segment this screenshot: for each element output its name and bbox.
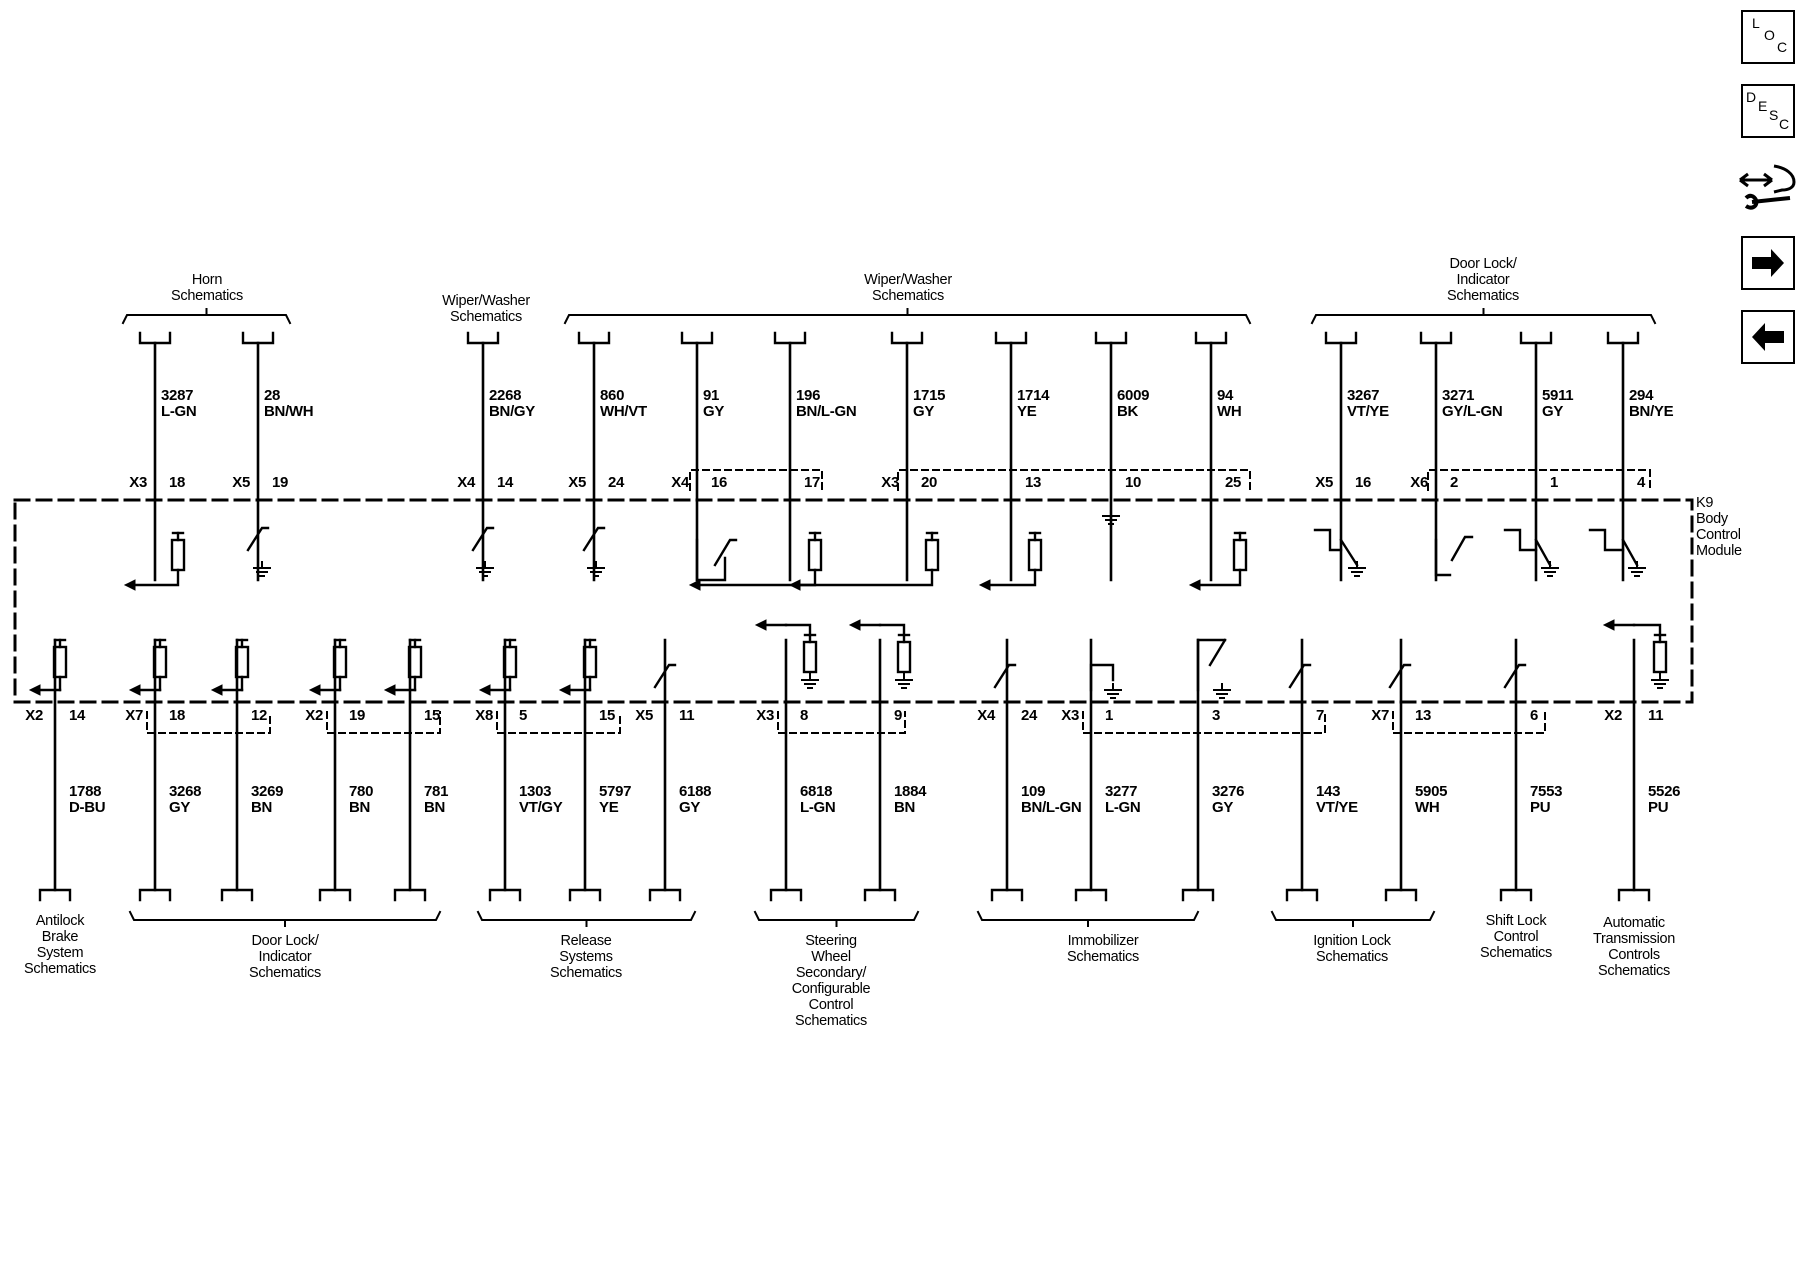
wire-color: VT/GY (519, 799, 563, 816)
harness-connector (1421, 333, 1451, 343)
module-label: K9 (1696, 495, 1714, 511)
group-label-bottom: System (36, 945, 84, 961)
wire-circuit-number: 2268 (489, 387, 522, 404)
wire-color: VT/YE (1316, 799, 1358, 816)
wire-circuit-number: 3276 (1212, 783, 1245, 800)
group-label-top: Schematics (1447, 288, 1519, 304)
signal-arrow (1604, 620, 1614, 630)
next-button[interactable] (1741, 236, 1795, 290)
desc-letter-c: C (1779, 116, 1790, 132)
connector-id: X5 (635, 707, 653, 724)
group-label-bottom: Schematics (1480, 945, 1552, 961)
group-brace (1272, 912, 1434, 920)
wire-circuit-number: 1715 (913, 387, 946, 404)
switch-symbol (1505, 530, 1550, 565)
switch-symbol (1436, 537, 1472, 575)
wire-circuit-number: 7553 (1530, 783, 1563, 800)
group-label-bottom: Brake (41, 929, 79, 945)
group-label-bottom: Controls (1608, 947, 1660, 963)
wire-circuit-number: 780 (349, 783, 374, 800)
wire-circuit-number: 3267 (1347, 387, 1380, 404)
desc-letter-s: S (1769, 107, 1779, 123)
connector-id: X5 (232, 474, 250, 491)
group-label-bottom: Control (1493, 929, 1539, 945)
wire-color: BN/L-GN (796, 403, 857, 420)
harness-connector (682, 333, 712, 343)
group-label-bottom: Wheel (811, 949, 851, 965)
wire-color: BN/GY (489, 403, 536, 420)
group-label-top: Schematics (450, 309, 522, 325)
wire-color: GY/L-GN (1442, 403, 1503, 420)
wire-circuit-number: 1788 (69, 783, 102, 800)
wire-color: L-GN (800, 799, 836, 816)
harness-connector (395, 890, 425, 900)
harness-connector (579, 333, 609, 343)
connector-id: X4 (977, 707, 995, 724)
connector-id: X6 (1410, 474, 1428, 491)
signal-arrow (980, 580, 990, 590)
harness-connector (1521, 333, 1551, 343)
group-label-bottom: Steering (805, 933, 857, 949)
group-label-bottom: Systems (559, 949, 613, 965)
switch-symbol (1198, 640, 1225, 690)
harness-connector (40, 890, 70, 900)
group-label-bottom: Schematics (550, 965, 622, 981)
circuit-trace (1634, 625, 1660, 635)
wire-circuit-number: 5911 (1542, 387, 1574, 404)
loc-letter-c: C (1777, 39, 1788, 55)
group-label-bottom: Automatic (1603, 915, 1665, 931)
loc-button[interactable] (1741, 10, 1795, 64)
resistor-symbol (926, 540, 938, 570)
desc-letter-d: D (1746, 89, 1757, 105)
connector-id: X7 (1371, 707, 1389, 724)
pin-number: 7 (1316, 707, 1325, 724)
group-brace (565, 315, 1250, 323)
harness-connector (771, 890, 801, 900)
connector-id: X4 (671, 474, 689, 491)
signal-arrow (790, 580, 800, 590)
group-label-bottom: Secondary/ (795, 965, 867, 981)
signal-arrow (310, 685, 320, 695)
wire-color: BN/YE (1629, 403, 1674, 420)
wire-circuit-number: 196 (796, 387, 821, 404)
harness-connector (1386, 890, 1416, 900)
wire-circuit-number: 5797 (599, 783, 632, 800)
wire-color: BN (894, 799, 916, 816)
harness-connector (1183, 890, 1213, 900)
connector-wrench-icon[interactable] (1736, 158, 1798, 216)
circuit-trace (880, 625, 904, 635)
arrow-right-icon (1743, 238, 1793, 288)
signal-arrow (130, 685, 140, 695)
wire-color: WH (1415, 799, 1440, 816)
wire-color: GY (1542, 403, 1564, 420)
group-brace (123, 315, 290, 323)
signal-arrow (756, 620, 766, 630)
wire-color: BN/L-GN (1021, 799, 1082, 816)
circuit-trace (1200, 570, 1240, 585)
connector-id: X4 (457, 474, 475, 491)
group-brace (1312, 315, 1655, 323)
harness-connector (222, 890, 252, 900)
signal-arrow (690, 580, 700, 590)
pin-number: 8 (800, 707, 809, 724)
circuit-trace (786, 625, 810, 635)
desc-button[interactable] (1741, 84, 1795, 138)
wire-color: PU (1530, 799, 1551, 816)
switch-symbol (1315, 530, 1357, 565)
body-control-module-outline (15, 500, 1692, 702)
connector-id: X3 (881, 474, 899, 491)
group-label-bottom: Immobilizer (1067, 933, 1139, 949)
resistor-symbol (804, 642, 816, 672)
harness-connector (1326, 333, 1356, 343)
group-label-top: Schematics (872, 288, 944, 304)
group-label-bottom: Door Lock/ (251, 933, 319, 949)
switch-symbol (697, 540, 736, 580)
connector-shell (690, 470, 822, 490)
desc-letter-e: E (1758, 98, 1768, 114)
signal-arrow (480, 685, 490, 695)
connector-id: X2 (25, 707, 43, 724)
harness-connector (1196, 333, 1226, 343)
harness-connector (140, 333, 170, 343)
pin-number: 10 (1125, 474, 1142, 491)
harness-connector (865, 890, 895, 900)
harness-connector (1501, 890, 1531, 900)
harness-connector (320, 890, 350, 900)
pin-number: 1 (1550, 474, 1559, 491)
connector-id: X5 (1315, 474, 1333, 491)
pin-number: 6 (1530, 707, 1539, 724)
pin-number: 15 (599, 707, 616, 724)
wire-circuit-number: 1884 (894, 783, 927, 800)
group-label-bottom: Schematics (1598, 963, 1670, 979)
wire-color: GY (1212, 799, 1234, 816)
pin-number: 5 (519, 707, 528, 724)
connector-id: X3 (129, 474, 147, 491)
pin-number: 12 (251, 707, 268, 724)
connector-id: X2 (305, 707, 323, 724)
wire-circuit-number: 1714 (1017, 387, 1050, 404)
arrow-left-icon (1743, 312, 1793, 362)
circuit-trace (1091, 665, 1113, 690)
pin-number: 16 (1355, 474, 1372, 491)
pin-number: 4 (1637, 474, 1646, 491)
previous-button[interactable] (1741, 310, 1795, 364)
pin-number: 25 (1225, 474, 1242, 491)
harness-connector (992, 890, 1022, 900)
connector-id: X3 (756, 707, 774, 724)
harness-connector (1287, 890, 1317, 900)
group-label-bottom: Schematics (1067, 949, 1139, 965)
wire-color: BN/WH (264, 403, 314, 420)
pin-number: 1 (1105, 707, 1114, 724)
pin-number: 18 (169, 707, 186, 724)
wire-circuit-number: 6009 (1117, 387, 1150, 404)
wire-color: L-GN (1105, 799, 1141, 816)
wire-circuit-number: 6188 (679, 783, 712, 800)
group-label-bottom: Schematics (249, 965, 321, 981)
wire-color: WH (1217, 403, 1242, 420)
wire-circuit-number: 5905 (1415, 783, 1448, 800)
resistor-symbol (898, 642, 910, 672)
harness-connector (490, 890, 520, 900)
wire-circuit-number: 28 (264, 387, 281, 404)
group-brace (478, 912, 695, 920)
wire-color: YE (1017, 403, 1037, 420)
pin-number: 20 (921, 474, 938, 491)
wire-circuit-number: 3269 (251, 783, 284, 800)
group-label-bottom: Schematics (1316, 949, 1388, 965)
harness-connector (1076, 890, 1106, 900)
harness-connector (1619, 890, 1649, 900)
wire-circuit-number: 3287 (161, 387, 194, 404)
pin-number: 13 (1025, 474, 1042, 491)
harness-connector (140, 890, 170, 900)
pin-number: 24 (608, 474, 625, 491)
group-label-bottom: Indicator (258, 949, 312, 965)
wire-color: GY (169, 799, 191, 816)
circuit-trace (135, 570, 178, 585)
group-label-bottom: Schematics (24, 961, 96, 977)
harness-connector (892, 333, 922, 343)
wire-color: VT/YE (1347, 403, 1389, 420)
group-label-bottom: Release (560, 933, 612, 949)
connector-shell (778, 712, 905, 733)
group-brace (978, 912, 1198, 920)
wire-color: WH/VT (600, 403, 647, 420)
group-brace (130, 912, 440, 920)
connector-shell (898, 470, 1250, 490)
group-label-top: Door Lock/ (1449, 256, 1517, 272)
signal-arrow (1190, 580, 1200, 590)
connector-id: X3 (1061, 707, 1079, 724)
loc-letter-l: L (1752, 15, 1760, 31)
signal-arrow (125, 580, 135, 590)
wire-circuit-number: 3271 (1442, 387, 1475, 404)
group-label-bottom: Control (808, 997, 854, 1013)
module-label: Control (1696, 527, 1741, 543)
harness-connector (775, 333, 805, 343)
wire-circuit-number: 3277 (1105, 783, 1138, 800)
signal-arrow (850, 620, 860, 630)
wire-circuit-number: 143 (1316, 783, 1341, 800)
connector-id: X8 (475, 707, 493, 724)
group-label-top: Indicator (1456, 272, 1510, 288)
group-label-bottom: Ignition Lock (1313, 933, 1391, 949)
group-label-bottom: Shift Lock (1485, 913, 1547, 929)
group-brace (755, 912, 918, 920)
wire-circuit-number: 3268 (169, 783, 202, 800)
switch-symbol (995, 665, 1015, 687)
circuit-trace (990, 570, 1035, 585)
wire-circuit-number: 860 (600, 387, 625, 404)
signal-arrow (560, 685, 570, 695)
resistor-symbol (809, 540, 821, 570)
pin-number: 15 (424, 707, 441, 724)
wire-circuit-number: 94 (1217, 387, 1234, 404)
resistor-symbol (172, 540, 184, 570)
connector-shell (1083, 712, 1325, 733)
pin-number: 9 (894, 707, 903, 724)
group-label-top: Wiper/Washer (864, 272, 952, 288)
harness-connector (1096, 333, 1126, 343)
harness-connector (570, 890, 600, 900)
harness-connector (468, 333, 498, 343)
pin-number: 2 (1450, 474, 1459, 491)
group-label-bottom: Transmission (1592, 931, 1676, 947)
switch-symbol (1590, 530, 1637, 565)
module-label: Module (1696, 543, 1742, 559)
harness-connector (996, 333, 1026, 343)
loc-letter-o: O (1764, 27, 1775, 43)
group-label-top: Horn (191, 272, 223, 288)
wire-color: YE (599, 799, 619, 816)
pin-number: 24 (1021, 707, 1038, 724)
connector-id: X5 (568, 474, 586, 491)
group-label-top: Schematics (171, 288, 243, 304)
group-label-bottom: Configurable (791, 981, 871, 997)
circuit-trace (800, 570, 932, 585)
wire-circuit-number: 6818 (800, 783, 833, 800)
group-label-bottom: Schematics (795, 1013, 867, 1029)
resistor-symbol (1029, 540, 1041, 570)
connector-shell (1428, 470, 1650, 490)
connector-id: X7 (125, 707, 143, 724)
pin-number: 14 (69, 707, 86, 724)
wire-circuit-number: 5526 (1648, 783, 1681, 800)
group-label-top: Wiper/Washer (442, 293, 530, 309)
wire-color: L-GN (161, 403, 197, 420)
harness-connector (1608, 333, 1638, 343)
signal-arrow (212, 685, 222, 695)
pin-number: 16 (711, 474, 728, 491)
pin-number: 19 (272, 474, 289, 491)
wire-color: BN (251, 799, 273, 816)
pin-number: 18 (169, 474, 186, 491)
pin-number: 19 (349, 707, 366, 724)
wire-color: PU (1648, 799, 1669, 816)
wire-color: BN (349, 799, 371, 816)
resistor-symbol (1234, 540, 1246, 570)
wire-circuit-number: 91 (703, 387, 720, 404)
wire-color: GY (703, 403, 725, 420)
pin-number: 13 (1415, 707, 1432, 724)
pin-number: 17 (804, 474, 821, 491)
group-label-bottom: Antilock (35, 913, 85, 929)
harness-connector (243, 333, 273, 343)
signal-arrow (385, 685, 395, 695)
wire-circuit-number: 781 (424, 783, 449, 800)
pin-number: 11 (679, 707, 695, 724)
wire-circuit-number: 294 (1629, 387, 1654, 404)
switch-symbol (1290, 665, 1310, 687)
wire-color: GY (679, 799, 701, 816)
resistor-symbol (1654, 642, 1666, 672)
pin-number: 14 (497, 474, 514, 491)
module-label: Body (1696, 511, 1728, 527)
wire-circuit-number: 1303 (519, 783, 552, 800)
wire-color: BK (1117, 403, 1139, 420)
wire-color: D-BU (69, 799, 106, 816)
pin-number: 3 (1212, 707, 1221, 724)
wire-circuit-number: 109 (1021, 783, 1046, 800)
wire-color: GY (913, 403, 935, 420)
wire-color: BN (424, 799, 446, 816)
signal-arrow (30, 685, 40, 695)
pin-number: 11 (1648, 707, 1664, 724)
connector-id: X2 (1604, 707, 1622, 724)
harness-connector (650, 890, 680, 900)
